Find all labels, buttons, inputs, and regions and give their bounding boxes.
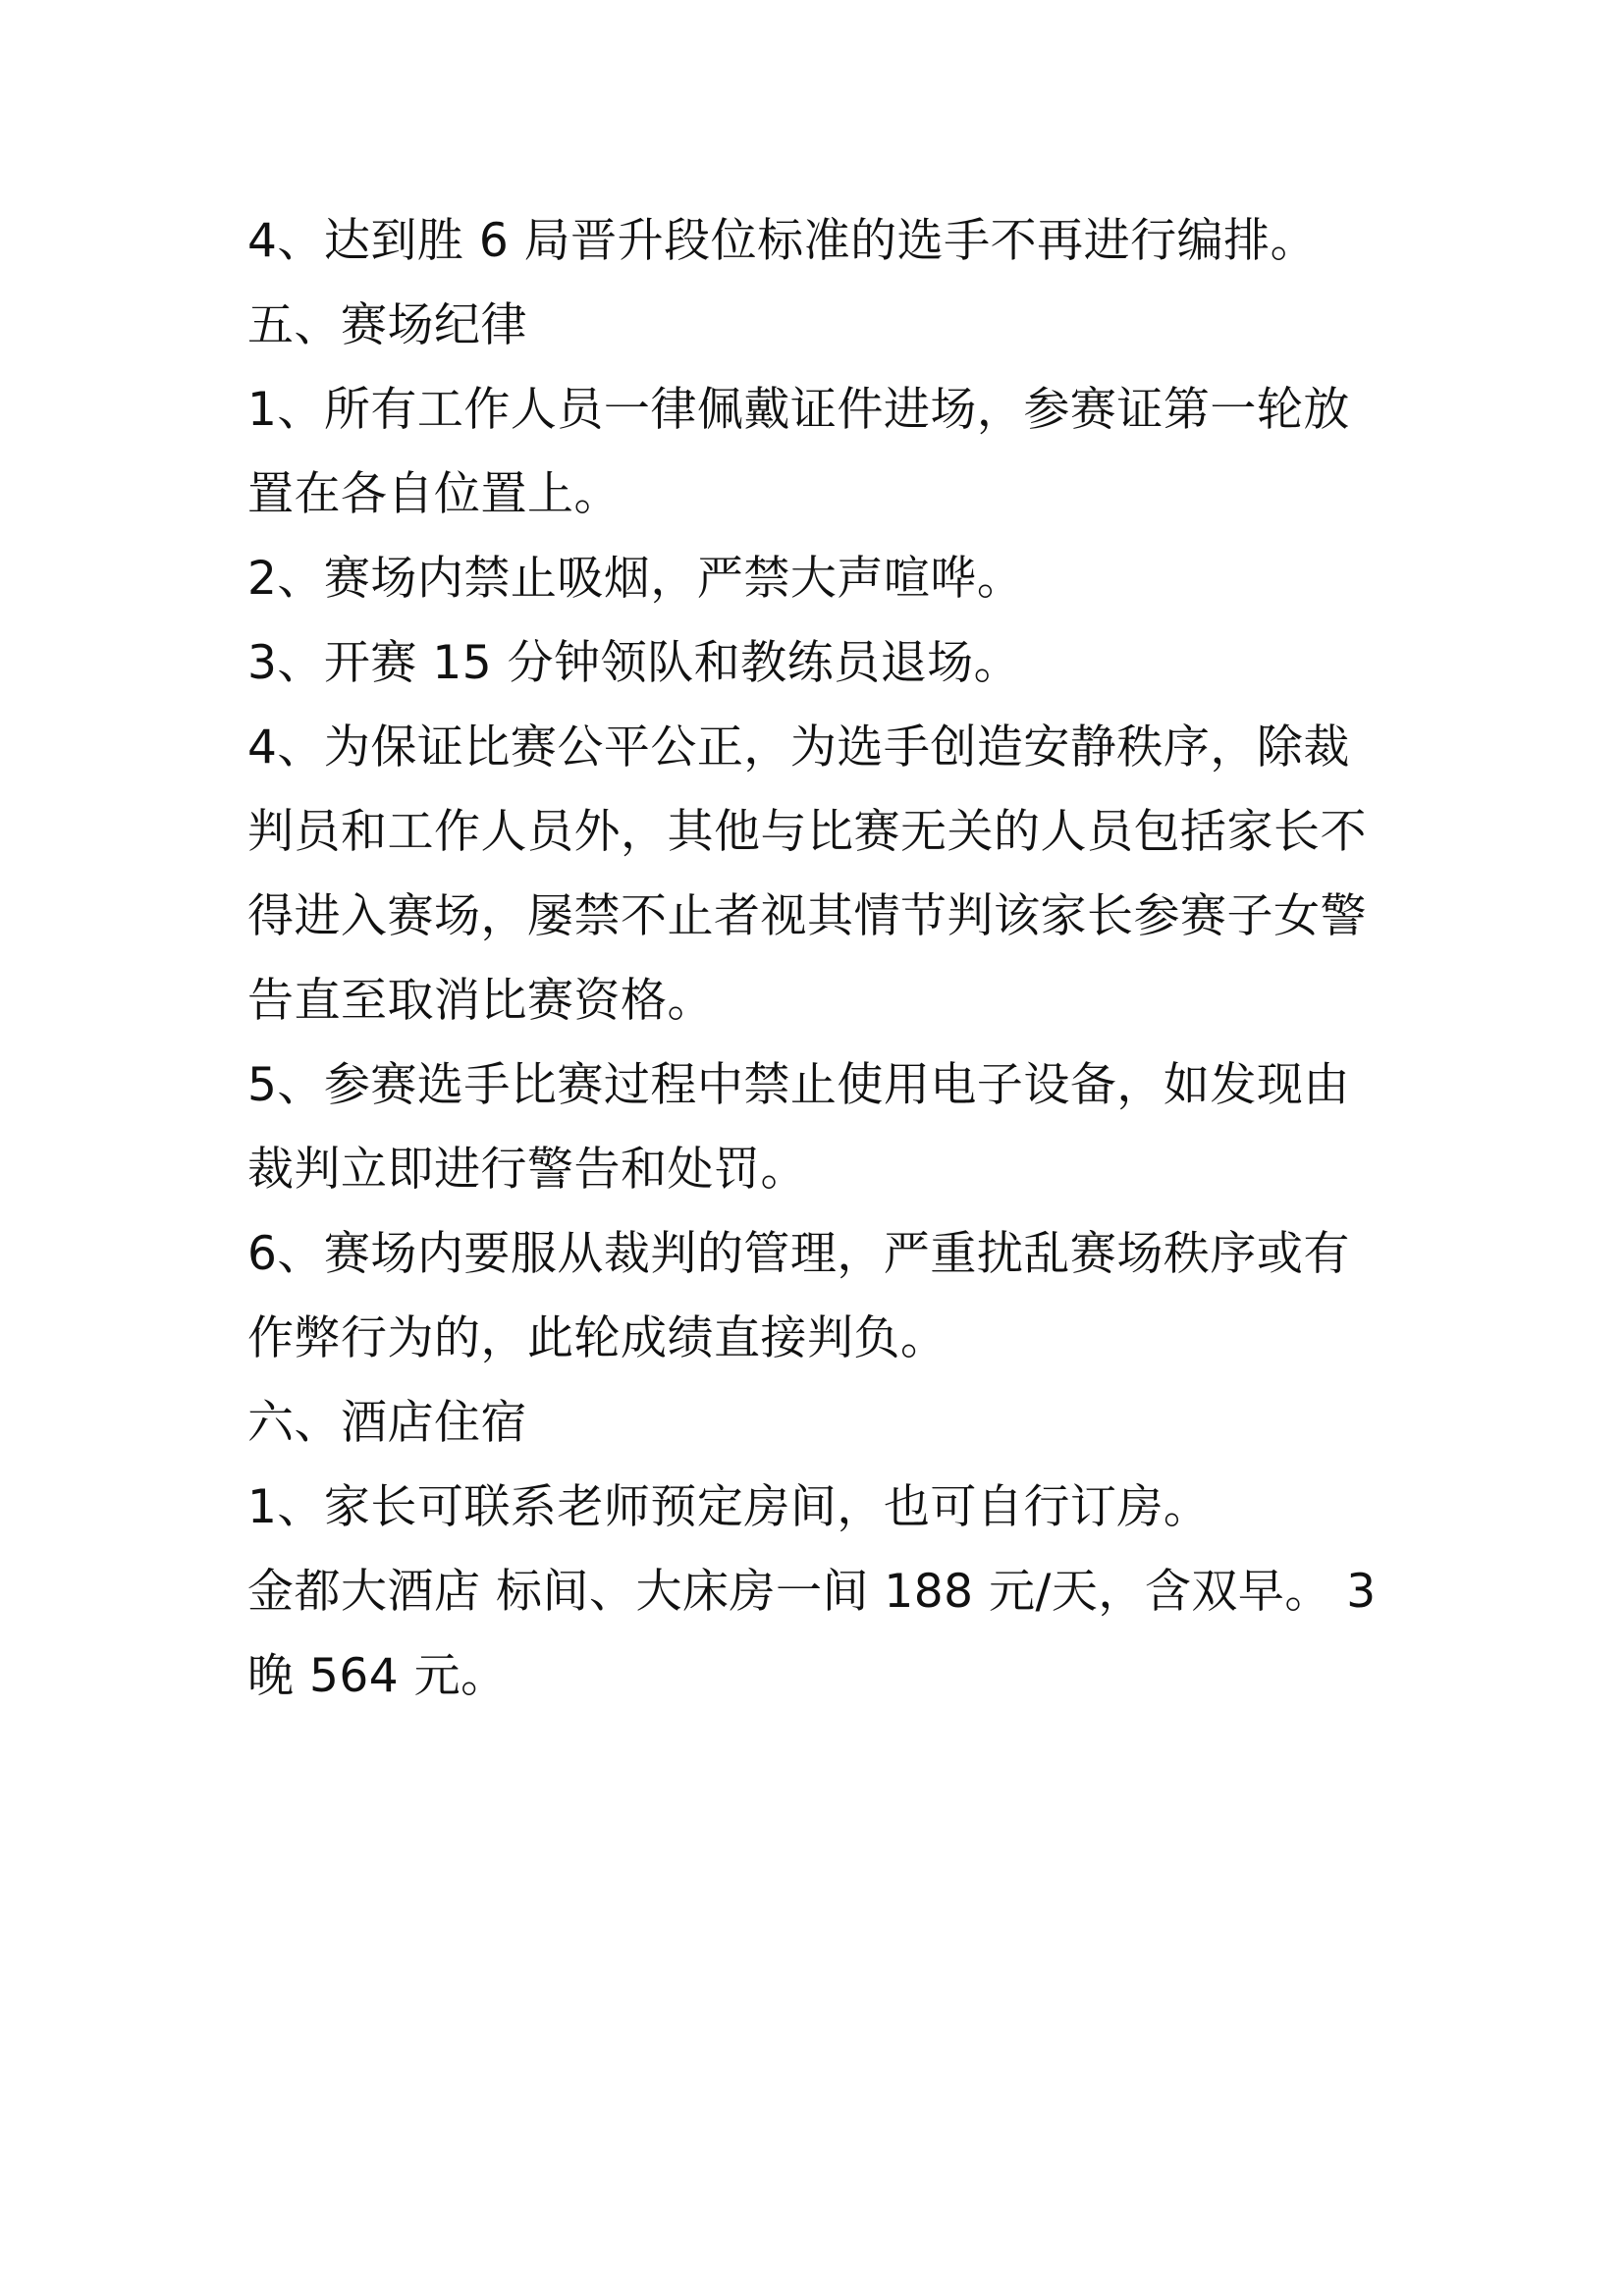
- paragraph-discipline-1: 1、所有工作人员一律佩戴证件进场，参赛证第一轮放置在各自位置上。: [247, 383, 1350, 521]
- paragraph-discipline-5: 5、参赛选手比赛过程中禁止使用电子设备，如发现由裁判立即进行警告和处罚。: [247, 1058, 1350, 1197]
- paragraph-discipline-4: 4、为保证比赛公平公正，为选手创造安静秩序，除裁判员和工作人员外，其他与比赛无关的人员包括家长不得进入赛场，屡禁不止者视其情节判该家长参赛子女警告直至取消比赛资格。: [247, 721, 1367, 1028]
- paragraph-discipline-2: 2、赛场内禁止吸烟，严禁大声喧哗。: [247, 552, 1024, 606]
- paragraph-hotel-1: 1、家长可联系老师预定房间，也可自行订房。: [247, 1480, 1211, 1534]
- paragraph-discipline-3: 3、开赛 15 分钟领队和教练员退场。: [247, 636, 1021, 690]
- section-heading-hotel: 六、酒店住宿: [247, 1396, 527, 1450]
- document-body: [247, 199, 1396, 1719]
- paragraph-discipline-6: 6、赛场内要服从裁判的管理，严重扰乱赛场秩序或有作弊行为的，此轮成绩直接判负。: [247, 1227, 1350, 1365]
- paragraph-rule-4-promotion: 4、达到胜 6 局晋升段位标准的选手不再进行编排。: [247, 214, 1318, 268]
- section-heading-discipline: 五、赛场纪律: [247, 298, 527, 352]
- paragraph-hotel-price: 金都大酒店 标间、大床房一间 188 元/天，含双早。 3 晚 564 元。: [247, 1565, 1377, 1703]
